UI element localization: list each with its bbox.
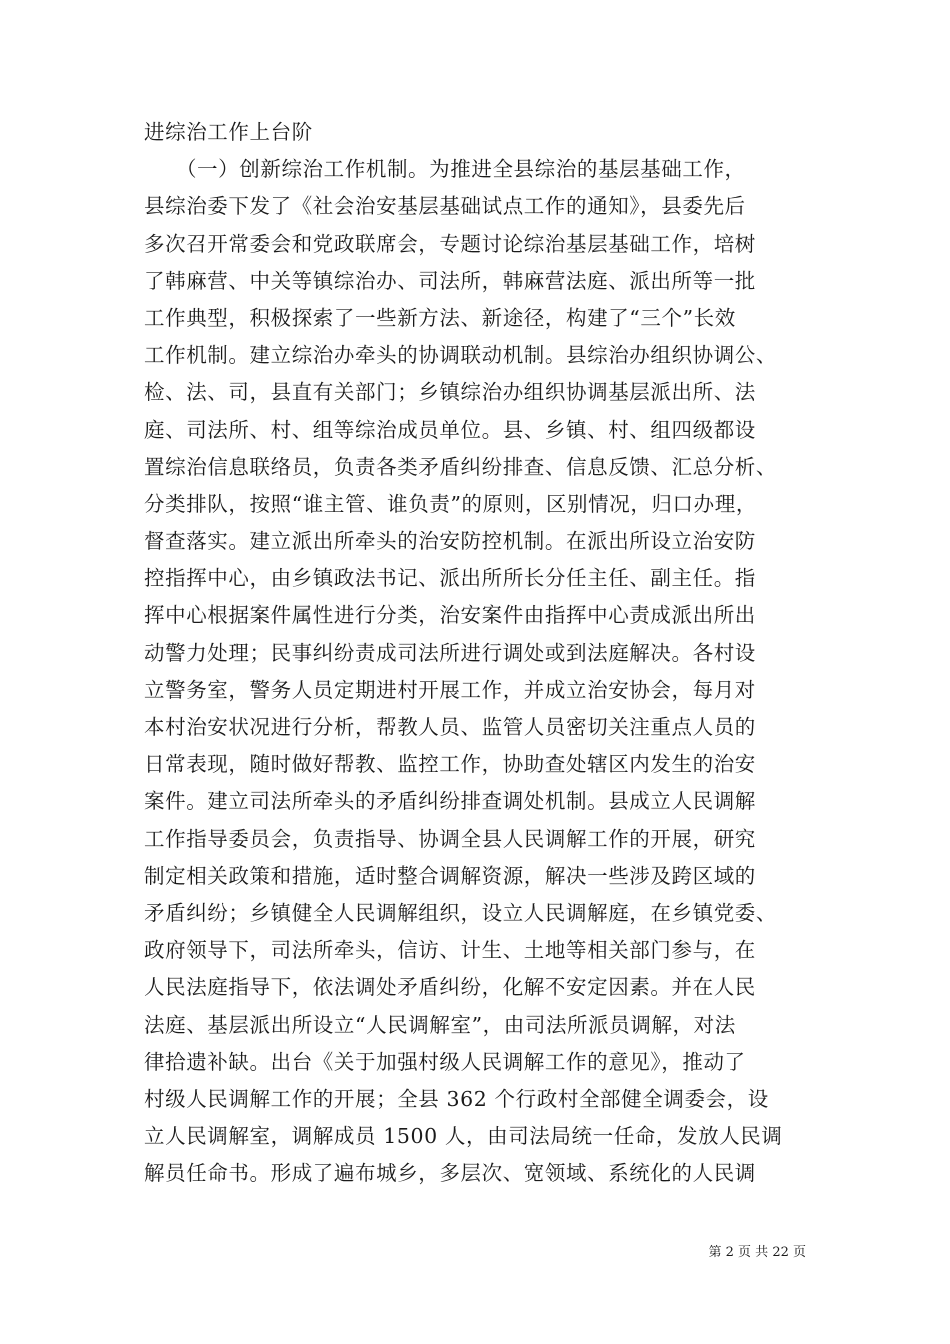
page-number: 第 2 页 共 22 页 xyxy=(708,1245,806,1260)
text-line: 立警务室，警务人员定期进村开展工作，并成立治安协会，每月对 xyxy=(144,677,756,702)
text-line: 县综治委下发了《社会治安基层基础试点工作的通知》，县委先后 xyxy=(144,194,746,219)
text-line: 进综治工作上台阶 xyxy=(144,120,313,144)
text-line: 动警力处理；民事纠纷责成司法所进行调处或到法庭解决。各村设 xyxy=(144,640,756,665)
text-line: 政府领导下，司法所牵头，信访、计生、土地等相关部门参与，在 xyxy=(144,938,756,963)
text-line: 了韩麻营、中关等镇综治办、司法所，韩麻营法庭、派出所等一批 xyxy=(144,268,756,293)
text-line: 置综治信息联络员，负责各类矛盾纠纷排查、信息反馈、汇总分析、 xyxy=(144,454,777,479)
text-line: 人民法庭指导下，依法调处矛盾纠纷，化解不安定因素。并在人民 xyxy=(144,975,756,1000)
text-line: 庭、司法所、村、组等综治成员单位。县、乡镇、村、组四级都设 xyxy=(144,417,756,442)
text-line: 解员任命书。形成了遍布城乡，多层次、宽领域、系统化的人民调 xyxy=(144,1161,756,1186)
text-line: 日常表现，随时做好帮教、监控工作，协助查处辖区内发生的治安 xyxy=(144,752,756,777)
text-line: 律拾遗补缺。出台《关于加强村级人民调解工作的意见》，推动了 xyxy=(144,1049,746,1074)
text-line: 检、法、司，县直有关部门；乡镇综治办组织协调基层派出所、法 xyxy=(144,380,756,405)
text-line: 工作机制。建立综治办牵头的协调联动机制。县综治办组织协调公、 xyxy=(144,343,777,368)
text-line: 多次召开常委会和党政联席会，专题讨论综治基层基础工作，培树 xyxy=(144,231,756,256)
text-line: 督查落实。建立派出所牵头的治安防控机制。在派出所设立治安防 xyxy=(144,529,756,554)
text-line: 矛盾纠纷；乡镇健全人民调解组织，设立人民调解庭，在乡镇党委、 xyxy=(144,900,777,925)
text-line: （一）创新综治工作机制。为推进全县综治的基层基础工作， xyxy=(144,157,746,182)
text-line: 本村治安状况进行分析，帮教人员、监管人员密切关注重点人员的 xyxy=(144,715,756,739)
text-line: 控指挥中心，由乡镇政法书记、派出所所长分任主任、副主任。指 xyxy=(144,566,756,591)
text-line: 案件。建立司法所牵头的矛盾纠纷排查调处机制。县成立人民调解 xyxy=(144,789,756,814)
text-line: 制定相关政策和措施，适时整合调解资源，解决一些涉及跨区域的 xyxy=(144,863,756,888)
text-line: 挥中心根据案件属性进行分类，治安案件由指挥中心责成派出所出 xyxy=(144,603,756,628)
text-line: 法庭、基层派出所设立“人民调解室”，由司法所派员调解，对法 xyxy=(144,1012,736,1037)
body-text xyxy=(144,114,804,1192)
text-line: 工作指导委员会，负责指导、协调全县人民调解工作的开展，研究 xyxy=(144,826,756,851)
text-line: 工作典型，积极探索了一些新方法、新途径，构建了“三个”长效 xyxy=(144,305,736,330)
text-line: 分类排队，按照“谁主管、谁负责”的原则，区别情况，归口办理， xyxy=(144,491,757,516)
text-line: 村级人民调解工作的开展；全县 362 个行政村全部健全调委会，设 xyxy=(144,1086,769,1111)
text-line: 立人民调解室，调解成员 1500 人，由司法局统一任命，发放人民调 xyxy=(144,1124,783,1149)
